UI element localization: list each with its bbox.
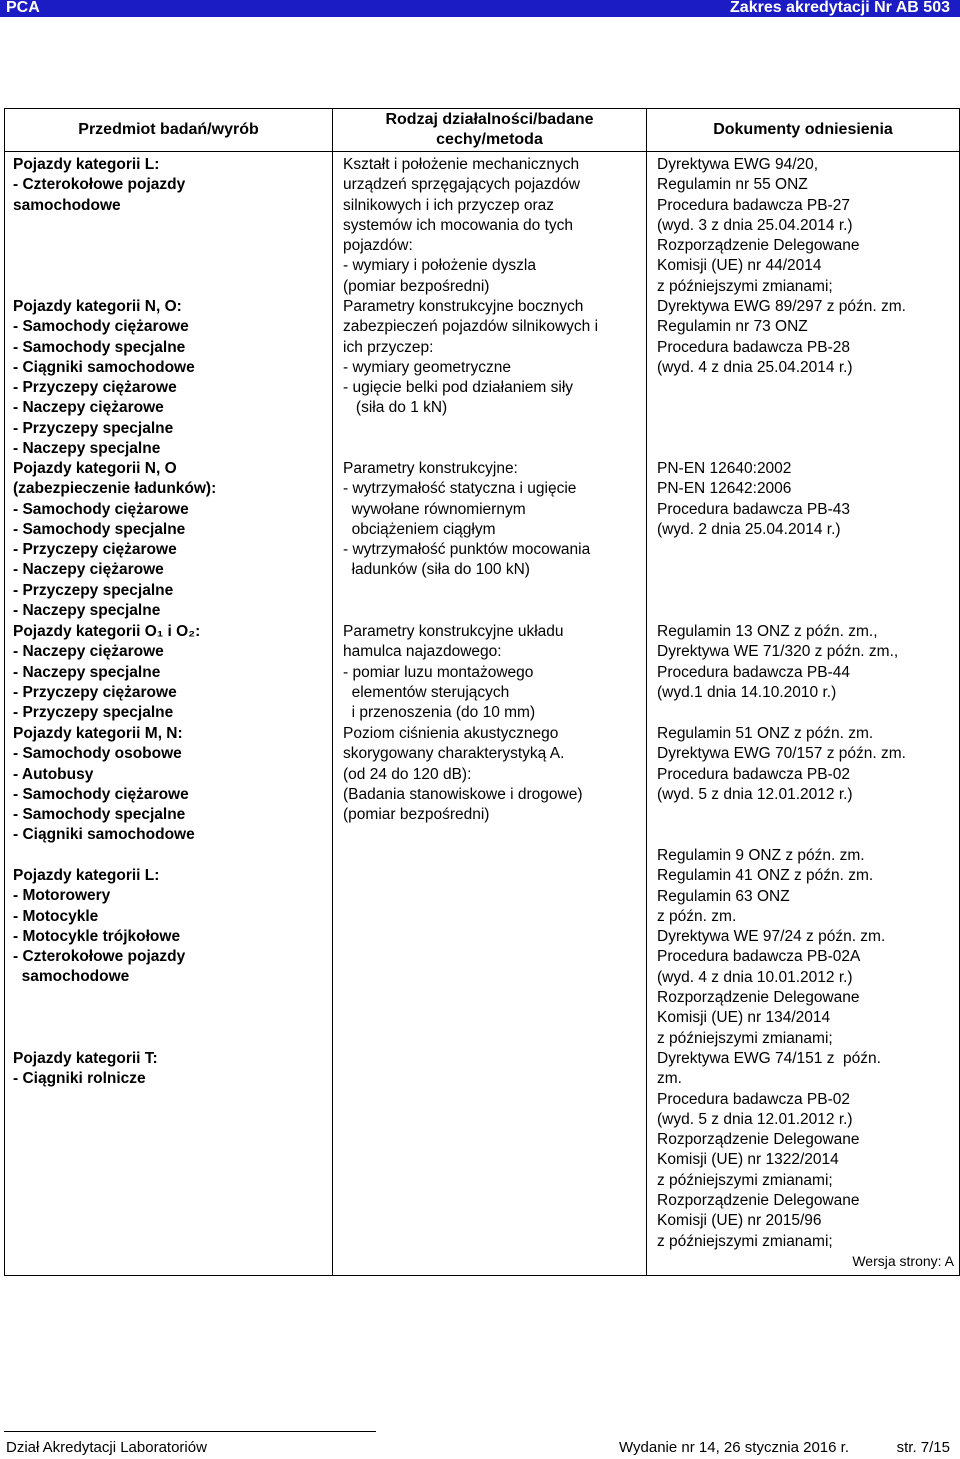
document-line: Komisji (UE) nr 2015/96 — [657, 1212, 822, 1230]
document-line: PN-EN 12642:2006 — [657, 480, 792, 498]
document-line: Procedura badawcza PB-02 — [657, 765, 851, 783]
subject-line: Pojazdy kategorii L: — [13, 156, 160, 173]
document-line: Rozporządzenie Delegowane — [657, 1192, 860, 1210]
document-block — [657, 622, 898, 703]
subject-line: - Naczepy specjalne — [13, 602, 161, 620]
subject-line: - Czterokołowe pojazdy — [13, 948, 186, 966]
activity-line: elementów sterujących — [343, 683, 510, 701]
document-line: (wyd.1 dnia 14.10.2010 r.) — [657, 683, 837, 701]
activity-line: (pomiar bezpośredni) — [343, 277, 490, 295]
activity-line: - wymiary i położenie dyszla — [343, 257, 536, 275]
subject-line: - Przyczepy ciężarowe — [13, 683, 177, 701]
activity-line: silnikowych i ich przyczep oraz — [343, 196, 555, 214]
subject-line: - Motorowery — [13, 887, 111, 905]
subject-line: - Przyczepy specjalne — [13, 581, 174, 599]
document-line: Dyrektywa EWG 74/151 z późn. — [657, 1049, 881, 1067]
table-header-row — [5, 109, 960, 152]
footer-edition: Wydanie nr 14, 26 stycznia 2016 r. — [619, 1439, 849, 1456]
activity-line: - wymiary geometryczne — [343, 358, 511, 376]
document-block — [657, 846, 885, 1252]
top-header-bar — [0, 0, 960, 17]
activity-block — [343, 459, 590, 581]
document-line: Dyrektywa EWG 89/297 z późn. zm. — [657, 298, 906, 315]
subject-block — [13, 155, 185, 216]
activity-line: (od 24 do 120 dB): — [343, 765, 472, 783]
document-line: z późniejszymi zmianami; — [657, 1029, 833, 1047]
activity-line: - ugięcie belki pod działaniem siły — [343, 379, 574, 397]
document-line: Dyrektywa EWG 94/20, — [657, 156, 819, 173]
activity-line: Parametry konstrukcyjne układu — [343, 623, 564, 640]
document-line: (wyd. 4 z dnia 25.04.2014 r.) — [657, 358, 853, 376]
page-version: Wersja strony: A — [852, 1253, 954, 1269]
document-line: Komisji (UE) nr 1322/2014 — [657, 1151, 839, 1169]
document-line: Procedura badawcza PB-02 — [657, 1090, 851, 1108]
activity-line: Kształt i położenie mechanicznych — [343, 156, 580, 173]
document-line: Procedura badawcza PB-43 — [657, 500, 851, 518]
document-line: z późniejszymi zmianami; — [657, 1171, 833, 1189]
activity-line: obciążeniem ciągłym — [343, 520, 496, 538]
footer-department: Dział Akredytacji Laboratoriów — [6, 1439, 207, 1456]
subject-line: - Ciągniki samochodowe — [13, 358, 195, 376]
subject-line: - Przyczepy specjalne — [13, 419, 174, 437]
subject-line: - Samochody osobowe — [13, 745, 182, 763]
document-line: Regulamin 41 ONZ z późn. zm. — [657, 867, 874, 885]
document-line: Procedura badawcza PB-27 — [657, 196, 851, 214]
subject-block — [13, 459, 216, 621]
activity-line: urządzeń sprzęgających pojazdów — [343, 176, 580, 194]
activity-block — [343, 622, 564, 723]
activity-line: - wytrzymałość statyczna i ugięcie — [343, 480, 577, 498]
subject-line: Pojazdy kategorii M, N: — [13, 725, 183, 742]
document-line: Dyrektywa WE 97/24 z późn. zm. — [657, 928, 886, 946]
footer-divider — [4, 1431, 376, 1432]
header-title: Zakres akredytacji Nr AB 503 — [730, 0, 950, 16]
activity-line: (siła do 1 kN) — [343, 399, 448, 417]
document-line: Dyrektywa WE 71/320 z późn. zm., — [657, 643, 899, 661]
subject-block — [13, 866, 185, 988]
subject-line: - Naczepy specjalne — [13, 663, 161, 681]
subject-line: Pojazdy kategorii L: — [13, 867, 160, 884]
activity-line: - wytrzymałość punktów mocowania — [343, 541, 591, 559]
subject-column — [5, 152, 333, 1276]
subject-line: - Naczepy ciężarowe — [13, 643, 164, 661]
document-line: (wyd. 4 z dnia 10.01.2012 r.) — [657, 968, 853, 986]
subject-line: - Przyczepy ciężarowe — [13, 541, 177, 559]
header-documents: Dokumenty odniesienia — [647, 109, 960, 152]
activity-line: ich przyczep: — [343, 338, 434, 356]
subject-line: - Motocykle trójkołowe — [13, 927, 181, 945]
activity-line: pojazdów: — [343, 237, 413, 255]
subject-line: (zabezpieczenie ładunków): — [13, 480, 217, 498]
subject-line: - Motocykle — [13, 907, 99, 925]
document-block — [657, 724, 906, 805]
activity-line: Parametry konstrukcyjne bocznych — [343, 298, 584, 315]
subject-line: Pojazdy kategorii O₁ i O₂: — [13, 623, 201, 640]
document-line: Komisji (UE) nr 134/2014 — [657, 1009, 831, 1027]
subject-line: - Samochody specjalne — [13, 338, 186, 356]
subject-line: - Naczepy ciężarowe — [13, 399, 164, 417]
subject-line: - Czterokołowe pojazdy — [13, 176, 186, 194]
document-line: Regulamin 9 ONZ z późn. zm. — [657, 847, 865, 864]
subject-line: Pojazdy kategorii N, O: — [13, 298, 182, 315]
subject-line: - Przyczepy ciężarowe — [13, 379, 177, 397]
document-line: z późniejszymi zmianami; — [657, 1232, 833, 1250]
subject-line: samochodowe — [13, 968, 130, 986]
document-line: Dyrektywa EWG 70/157 z późn. zm. — [657, 745, 906, 763]
subject-block — [13, 724, 195, 846]
document-line: Regulamin 63 ONZ — [657, 887, 790, 905]
document-line: zm. — [657, 1070, 682, 1088]
subject-line: - Samochody ciężarowe — [13, 785, 189, 803]
subject-line: - Samochody specjalne — [13, 806, 186, 824]
document-line: Rozporządzenie Delegowane — [657, 1131, 860, 1149]
document-block — [657, 459, 850, 540]
subject-line: - Ciągniki samochodowe — [13, 826, 195, 844]
subject-line: Pojazdy kategorii N, O — [13, 460, 177, 477]
activity-column — [333, 152, 647, 1276]
header-subject: Przedmiot badań/wyrób — [5, 109, 333, 152]
activity-line: Parametry konstrukcyjne: — [343, 460, 518, 477]
subject-block — [13, 1049, 158, 1090]
header-org: PCA — [6, 0, 40, 16]
document-block — [657, 297, 906, 378]
document-line: z późniejszymi zmianami; — [657, 277, 833, 295]
footer-page-number: str. 7/15 — [896, 1439, 950, 1456]
document-line: Rozporządzenie Delegowane — [657, 989, 860, 1007]
activity-line: zabezpieczeń pojazdów silnikowych i — [343, 318, 599, 336]
subject-block — [13, 297, 195, 459]
activity-line: (pomiar bezpośredni) — [343, 806, 490, 824]
subject-line: - Naczepy ciężarowe — [13, 561, 164, 579]
documents-column — [647, 152, 960, 1276]
subject-line: - Ciągniki rolnicze — [13, 1070, 146, 1088]
document-line: (wyd. 3 z dnia 25.04.2014 r.) — [657, 216, 853, 234]
activity-line: i przenoszenia (do 10 mm) — [343, 704, 536, 722]
subject-line: - Samochody ciężarowe — [13, 500, 189, 518]
subject-line: Pojazdy kategorii T: — [13, 1050, 158, 1067]
activity-block — [343, 297, 598, 419]
document-line: Regulamin nr 55 ONZ — [657, 176, 808, 194]
subject-block — [13, 622, 200, 723]
document-line: (wyd. 2 dnia 25.04.2014 r.) — [657, 520, 841, 538]
document-line: (wyd. 5 z dnia 12.01.2012 r.) — [657, 1110, 853, 1128]
header-activity: Rodzaj działalności/badane cechy/metoda — [333, 109, 647, 152]
subject-line: - Samochody ciężarowe — [13, 318, 189, 336]
document-line: Procedura badawcza PB-02A — [657, 948, 861, 966]
activity-line: skorygowany charakterystyką A. — [343, 745, 565, 763]
activity-block — [343, 155, 580, 297]
document-line: Regulamin 13 ONZ z późn. zm., — [657, 623, 878, 640]
document-block — [657, 155, 860, 297]
document-line: PN-EN 12640:2002 — [657, 460, 792, 477]
document-line: (wyd. 5 z dnia 12.01.2012 r.) — [657, 785, 853, 803]
subject-line: samochodowe — [13, 196, 121, 214]
document-line: Regulamin 51 ONZ z późn. zm. — [657, 725, 874, 742]
activity-line: Poziom ciśnienia akustycznego — [343, 725, 559, 742]
subject-line: - Przyczepy specjalne — [13, 704, 174, 722]
document-line: Procedura badawcza PB-28 — [657, 338, 851, 356]
activity-block — [343, 724, 583, 825]
activity-line: systemów ich mocowania do tych — [343, 216, 574, 234]
activity-line: wywołane równomiernym — [343, 500, 526, 518]
document-line: Rozporządzenie Delegowane — [657, 237, 860, 255]
document-line: Procedura badawcza PB-44 — [657, 663, 851, 681]
subject-line: - Naczepy specjalne — [13, 440, 161, 458]
table-body-row — [5, 152, 960, 1276]
activity-line: ładunków (siła do 100 kN) — [343, 561, 530, 579]
activity-line: - pomiar luzu montażowego — [343, 663, 534, 681]
document-line: Regulamin nr 73 ONZ — [657, 318, 808, 336]
document-line: Komisji (UE) nr 44/2014 — [657, 257, 822, 275]
activity-line: (Badania stanowiskowe i drogowe) — [343, 785, 583, 803]
subject-line: - Autobusy — [13, 765, 94, 783]
accreditation-table — [4, 108, 960, 1276]
document-line: z późn. zm. — [657, 907, 737, 925]
subject-line: - Samochody specjalne — [13, 520, 186, 538]
activity-line: hamulca najazdowego: — [343, 643, 502, 661]
